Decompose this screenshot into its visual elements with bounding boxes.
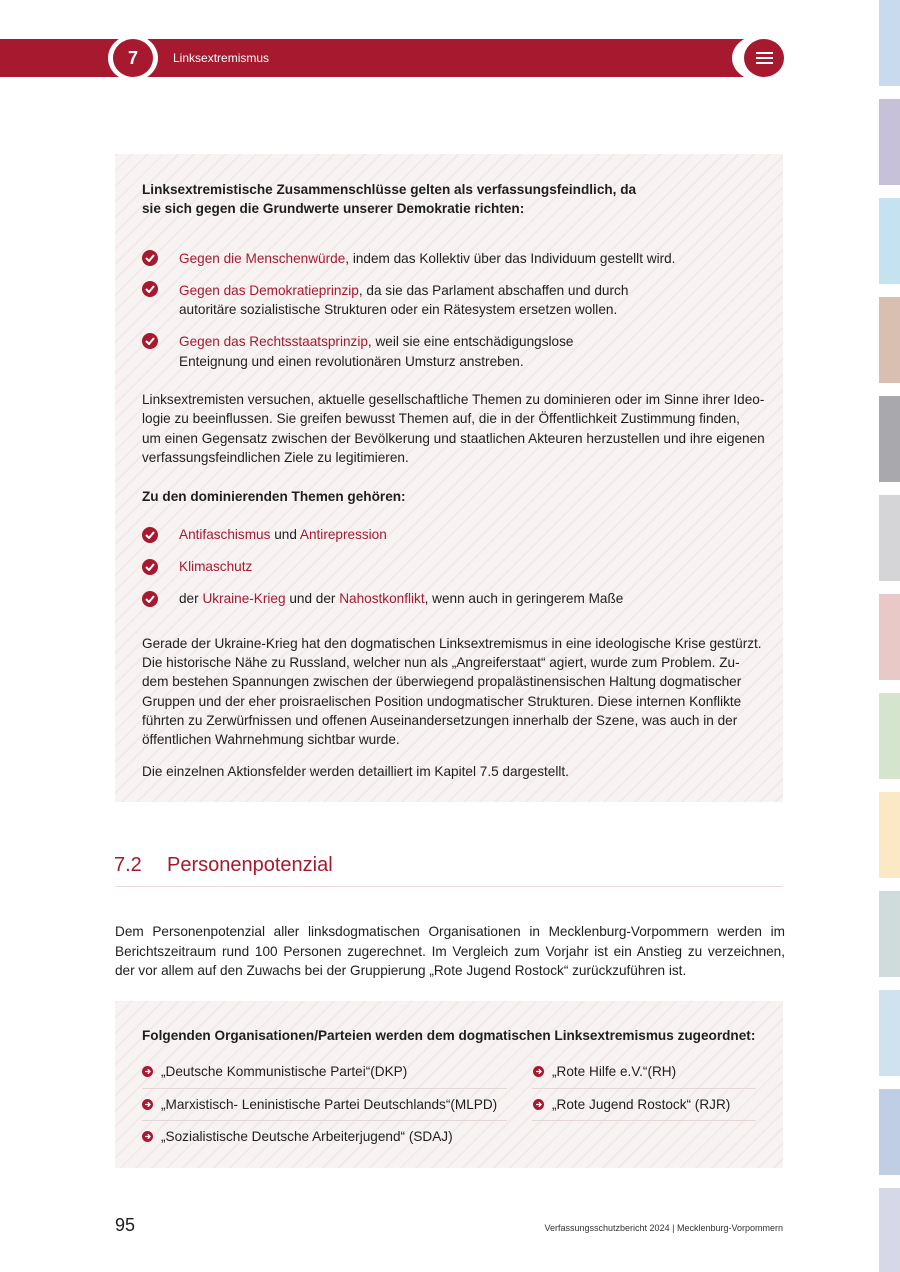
organisations-heading: Folgenden Organisationen/Parteien werden dem dogmatischen Linksextremismus zugeordnet: — [142, 1028, 756, 1043]
section-title: Personenpotenzial — [167, 854, 333, 876]
theme-highlight: Antirepression — [299, 527, 387, 542]
principle-item-3 — [179, 332, 573, 352]
footer-publication — [545, 1223, 784, 1233]
organisation-item: „Marxistisch- Leninistische Partei Deutschlands“(MLPD) — [161, 1097, 498, 1112]
arrow-right-icon — [142, 1099, 153, 1110]
organisation-item: „Deutsche Kommunistische Partei“(DKP) — [161, 1064, 408, 1079]
principle-text: , weil sie eine entschädigungslose — [367, 334, 574, 349]
item-divider — [142, 1120, 507, 1121]
arrow-right-icon — [142, 1131, 153, 1142]
paragraph-2-line-3: dem bestehen Spannungen zwischen der überwiegend propalästinensischen Haltung dogmatischer — [142, 674, 742, 689]
theme-text: der — [179, 591, 203, 606]
theme-text: und der — [285, 591, 340, 606]
principle-item-2 — [179, 281, 628, 301]
organisation-item: „Sozialistische Deutsche Arbeiterjugend“ (SDAJ) — [161, 1129, 453, 1144]
paragraph-2-line-1: Gerade der Ukraine-Krieg hat den dogmatischen Linksextremismus in eine ideologische Krise gestürzt. — [142, 636, 762, 651]
side-tab-3[interactable] — [879, 198, 900, 284]
section-body-line-3: der vor allem auf den Zuwachs bei der Gruppierung „Rote Jugend Rostock“ zurückzuführen ist. — [115, 963, 687, 978]
side-tab-4[interactable] — [879, 297, 900, 383]
paragraph-2-line-5: führten zu Zerwürfnissen und offenen Auseinandersetzungen innerhalb der Szene, was auch in der — [142, 713, 738, 728]
theme-text: , wenn auch in geringerem Maße — [424, 591, 624, 606]
section-number: 7.2 — [114, 854, 142, 876]
paragraph-2-line-4: Gruppen und der eher proisraelischen Position undogmatischer Strukturen. Diese internen Konflikte — [142, 694, 742, 709]
side-tab-13[interactable] — [879, 1188, 900, 1272]
side-tab-5[interactable] — [879, 396, 900, 482]
side-tab-11[interactable] — [879, 990, 900, 1076]
principle-highlight: Gegen die Menschenwürde — [179, 251, 346, 266]
box-intro-line-1: Linksextremistische Zusammenschlüsse gelten als verfassungsfeindlich, da — [142, 182, 637, 197]
principle-item-1 — [179, 249, 675, 269]
themes-heading: Zu den dominierenden Themen gehören: — [142, 489, 406, 504]
footer-separator: | — [672, 1223, 675, 1233]
theme-item-1 — [179, 525, 387, 545]
hamburger-menu-icon — [756, 52, 773, 54]
hamburger-menu-icon-bar — [756, 57, 773, 59]
paragraph-1-line-4: verfassungsfeindlichen Ziele zu legitimieren. — [142, 450, 409, 465]
paragraph-2-line-6: öffentlichen Wahrnehmung sichtbar wurde. — [142, 732, 400, 747]
paragraph-1-line-3: um einen Gegensatz zwischen der Bevölkerung und staatlichen Akteuren herzustellen und ihre eigenen — [142, 431, 765, 446]
hamburger-menu-icon-bar — [756, 62, 773, 64]
side-tab-2[interactable] — [879, 99, 900, 185]
paragraph-1-line-1: Linksextremisten versuchen, aktuelle gesellschaftliche Themen zu dominieren oder im Sinne ihrer Ideo- — [142, 392, 765, 407]
page-number: 95 — [115, 1215, 136, 1235]
section-body-line-2: Berichtszeitraum rund 100 Personen zugerechnet. Im Vergleich zum Vorjahr ist ein Anstieg zu verzeichnen, — [115, 944, 785, 959]
organisation-item: „Rote Jugend Rostock“ (RJR) — [552, 1097, 731, 1112]
side-tab-9[interactable] — [879, 792, 900, 878]
check-icon — [142, 591, 158, 607]
theme-highlight: Ukraine-Krieg — [202, 591, 286, 606]
footer-publication-title: Verfassungsschutzbericht 2024 — [544, 1223, 670, 1233]
side-tab-8[interactable] — [879, 693, 900, 779]
theme-highlight: Klimaschutz — [179, 559, 253, 574]
chapter-title: Linksextremismus — [173, 51, 270, 65]
paragraph-2-line-2: Die historische Nähe zu Russland, welcher nun als „Angreiferstaat“ agiert, wurde zum Problem. Zu- — [142, 655, 740, 670]
chapter-side-tabs — [879, 0, 900, 1272]
check-icon — [142, 527, 158, 543]
theme-item-3 — [179, 589, 623, 609]
paragraph-3: Die einzelnen Aktionsfelder werden detailliert im Kapitel 7.5 dargestellt. — [142, 764, 569, 779]
menu-button[interactable] — [744, 39, 784, 77]
item-divider — [532, 1120, 756, 1121]
paragraph-1-line-2: logie zu beeinflussen. Sie greifen bewusst Themen auf, die in der Öffentlichkeit Zustimmung finden, — [142, 411, 740, 426]
principle-text: , da sie das Parlament abschaffen und durch — [358, 283, 629, 298]
item-divider — [532, 1088, 756, 1089]
check-icon — [142, 333, 158, 349]
side-tab-10[interactable] — [879, 891, 900, 977]
section-divider — [115, 886, 783, 887]
arrow-right-icon — [533, 1066, 544, 1077]
footer-region: Mecklenburg-Vorpommern — [676, 1223, 783, 1233]
item-divider — [142, 1088, 507, 1089]
check-icon — [142, 281, 158, 297]
principle-item-2-line-2: autoritäre sozialistische Strukturen oder ein Rätesystem ersetzen wollen. — [179, 302, 618, 317]
principle-text: , indem das Kollektiv über das Individuum gestellt wird. — [345, 251, 676, 266]
chapter-number-badge: 7 — [113, 39, 153, 77]
arrow-right-icon — [533, 1099, 544, 1110]
theme-highlight: Antifaschismus — [179, 527, 271, 542]
organisation-item: „Rote Hilfe e.V.“(RH) — [552, 1064, 677, 1079]
box-intro-line-2: sie sich gegen die Grundwerte unserer Demokratie richten: — [142, 201, 525, 216]
side-tab-6[interactable] — [879, 495, 900, 581]
side-tab-7[interactable] — [879, 594, 900, 680]
side-tab-1[interactable] — [879, 0, 900, 86]
principle-item-3-line-2: Enteignung und einen revolutionären Umsturz anstreben. — [179, 354, 524, 369]
theme-text: und — [270, 527, 300, 542]
side-tab-12[interactable] — [879, 1089, 900, 1175]
arrow-right-icon — [142, 1066, 153, 1077]
check-icon — [142, 250, 158, 266]
theme-item-2 — [179, 557, 252, 577]
theme-highlight: Nahostkonflikt — [339, 591, 425, 606]
principle-highlight: Gegen das Demokratieprinzip — [179, 283, 359, 298]
section-body-line-1: Dem Personenpotenzial aller linksdogmatischen Organisationen in Mecklenburg-Vorpommern werden im — [115, 924, 785, 939]
check-icon — [142, 559, 158, 575]
principle-highlight: Gegen das Rechtsstaatsprinzip — [179, 334, 368, 349]
